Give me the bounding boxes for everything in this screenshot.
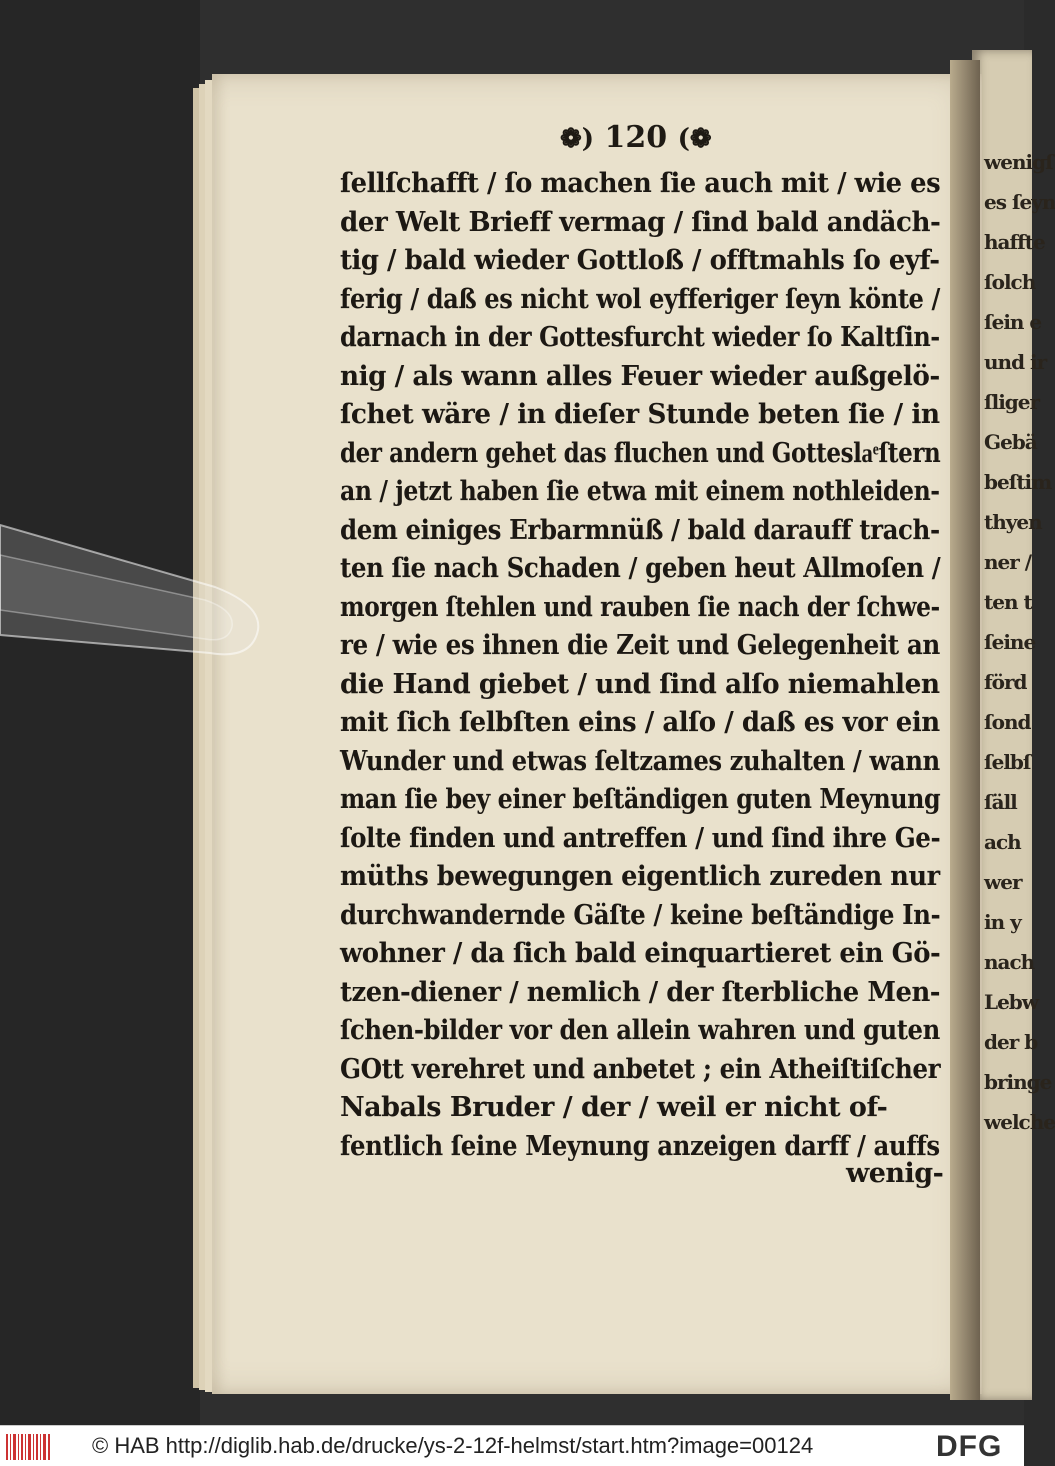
- facing-page-fragment: beſtim: [984, 470, 1052, 494]
- facing-page-fragment: ſond: [984, 710, 1031, 734]
- text-line: darnach in der Gottesfurcht wieder ſo Kaltſin-: [340, 322, 940, 353]
- barcode-icon: [6, 1434, 50, 1460]
- facing-page-fragment: bringe: [984, 1070, 1052, 1094]
- facing-page-fragment: der b: [984, 1030, 1038, 1054]
- facing-page-fragment: welche: [984, 1110, 1055, 1134]
- text-line: tzen-diener / nemlich / der ſterbliche Men-: [340, 976, 941, 1008]
- page-number-header: [560, 120, 712, 155]
- text-line: mit ſich ſelbſten eins / alſo / daß es vor ein: [340, 707, 940, 738]
- facing-page-fragment: in y: [984, 910, 1021, 934]
- facing-page-fragment: und ir: [984, 350, 1047, 374]
- text-line: an / jetzt haben ſie etwa mit einem nothleiden-: [340, 476, 940, 507]
- text-line: morgen ſtehlen und rauben ſie nach der ſchwe-: [340, 591, 940, 623]
- text-line: man ſie bey einer beſtändigen guten Meynung: [340, 784, 941, 815]
- facing-page-fragment: es ſeyn: [984, 190, 1055, 214]
- facing-page-fragment: förd: [984, 670, 1027, 694]
- catchword: wenig-: [846, 1158, 944, 1189]
- text-line: die Hand giebet / und ſind alſo niemahlen: [340, 668, 940, 700]
- text-line: re / wie es ihnen die Zeit und Gelegenheit an: [340, 630, 940, 661]
- text-line: fentlich ſeine Meynung anzeigen darff / auffs: [340, 1130, 940, 1162]
- text-line: der andern gehet das fluchen und Gotteslaͤſtern: [340, 437, 941, 469]
- text-line: ten ſie nach Schaden / geben heut Allmoſen /: [340, 553, 941, 584]
- text-line: müths bewegungen eigentlich zureden nur: [340, 861, 940, 892]
- dfg-logo: DFG: [936, 1430, 1003, 1463]
- left-ornament: ❁): [560, 124, 595, 154]
- facing-page-fragment: wenigſ: [984, 150, 1053, 174]
- facing-page-fragment: nach: [984, 950, 1035, 974]
- facing-page-fragment: wer: [984, 870, 1022, 894]
- facing-page-fragment: Lebw: [984, 990, 1038, 1014]
- page-number: 120: [604, 120, 668, 155]
- facing-page-fragment: ſein e: [984, 310, 1042, 334]
- facing-page-fragment: ten t: [984, 590, 1032, 614]
- text-line: ſellſchafft / ſo machen ſie auch mit / wie es: [340, 168, 941, 199]
- right-ornament: (❁: [677, 124, 712, 154]
- text-line: nig / als wann alles Feuer wieder außgelö-: [340, 360, 940, 392]
- text-line: der Welt Brieff vermag / ſind bald andäch-: [340, 206, 941, 238]
- text-line: Wunder und etwas ſeltzames zuhalten / wann: [340, 745, 940, 777]
- dark-background: [0, 0, 200, 1425]
- facing-page-fragment: ſliger: [984, 390, 1040, 414]
- book-gutter: [950, 60, 980, 1400]
- facing-page-fragment: ſeine: [984, 630, 1036, 654]
- copyright-url[interactable]: © HAB http://diglib.hab.de/drucke/ys-2-12f-helmst/start.htm?image=00124: [92, 1433, 814, 1458]
- text-line: durchwandernde Gäſte / keine beſtändige In-: [340, 899, 941, 931]
- facing-page-fragment: ſäll: [984, 790, 1017, 814]
- text-line: ſchet wäre / in dieſer Stunde beten ſie / in: [340, 399, 940, 430]
- facing-page-fragment: ſelbſ: [984, 750, 1031, 774]
- facing-page-fragment: haffte: [984, 230, 1045, 254]
- text-line: ſolte finden und antreffen / und ſind ihre Ge-: [340, 822, 941, 854]
- text-line: tig / bald wieder Gottloß / offtmahls ſo eyf-: [340, 245, 940, 276]
- text-line: dem einiges Erbarmnüß / bald darauff trach-: [340, 514, 940, 546]
- text-line: ſchen-bilder vor den allein wahren und guten: [340, 1015, 940, 1046]
- text-line: ferig / daß es nicht wol eyfferiger ſeyn könte /: [340, 283, 940, 315]
- facing-page-fragment: Gebä: [984, 430, 1037, 454]
- viewer-footer: [0, 1425, 1024, 1466]
- text-line: Nabals Bruder / der / weil er nicht of-: [340, 1092, 888, 1123]
- text-line: GOtt verehret und anbetet ; ein Atheiſtiſcher: [340, 1053, 941, 1085]
- facing-page-fragment: thyen: [984, 510, 1042, 534]
- facing-page-fragment: ner /: [984, 550, 1032, 574]
- text-line: wohner / da ſich bald einquartieret ein Gö-: [340, 938, 941, 969]
- facing-page-fragment: ach: [984, 830, 1021, 854]
- facing-page-fragment: ſolch: [984, 270, 1036, 294]
